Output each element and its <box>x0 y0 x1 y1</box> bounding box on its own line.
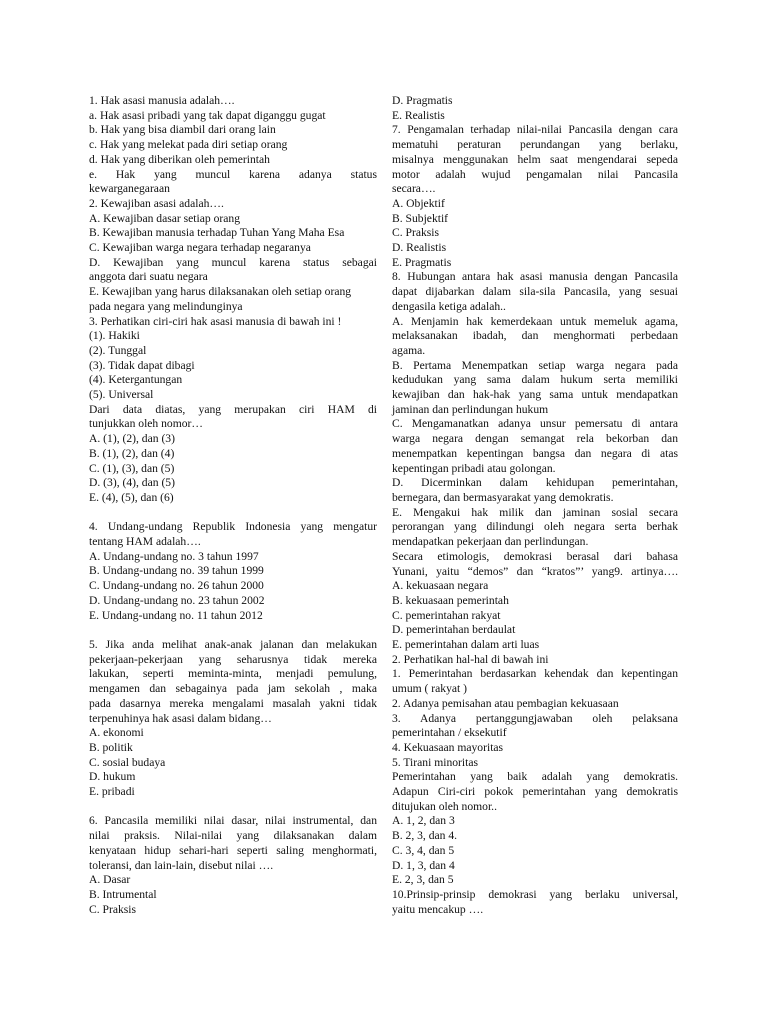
text-line: 2. Adanya pemisahan atau pembagian kekuasaan <box>392 696 619 710</box>
text-line: A. Undang-undang no. 3 tahun 1997 <box>89 549 259 563</box>
text-line: 7. Pengamalan terhadap nilai-nilai Pancasila dengan cara <box>392 123 678 137</box>
text-line: dengasila ketiga adalah.. <box>392 299 506 313</box>
text-line: 4. Kekuasaan mayoritas <box>392 740 504 754</box>
text-line: kewajiban dan hak-hak yang sama untuk mendapatkan <box>392 388 678 402</box>
text-line: B. Kewajiban manusia terhadap Tuhan Yang Maha Esa <box>89 226 345 240</box>
text-line: kewarganegaraan <box>89 182 170 196</box>
blank-line <box>89 506 377 521</box>
text-line: D. hukum <box>89 770 136 784</box>
text-line: E. pemerintahan dalam arti luas <box>392 638 540 652</box>
text-line: D. pemerintahan berdaulat <box>392 623 516 637</box>
text-line: B. Pertama Menempatkan setiap warga negara pada <box>392 358 678 372</box>
text-line: A. (1), (2), dan (3) <box>89 432 175 446</box>
text-line: C. 3, 4, dan 5 <box>392 843 455 857</box>
text-line: 2. Kewajiban asasi adalah…. <box>89 196 224 210</box>
text-line: terpenuhinya hak asasi dalam bidang… <box>89 711 272 725</box>
text-line: pada negara yang melindunginya <box>89 299 243 313</box>
text-line: dapat dijabarkan dalam sila-sila Pancasila, yang sesuai <box>392 285 678 299</box>
text-line: C. Mengamanatkan adanya unsur pemersatu di antara <box>392 417 678 431</box>
text-line: ditujukan oleh nomor.. <box>392 799 497 813</box>
text-line: agama. <box>392 343 426 357</box>
text-line: pada dasarnya mereka mengalami masalah yakni tidak <box>89 696 377 710</box>
text-line: D. 1, 3, dan 4 <box>392 858 455 872</box>
text-line: (1). Hakiki <box>89 329 140 343</box>
text-line: mengamen dan sebagainya pada jam sekolah , maka <box>89 682 377 696</box>
text-line: C. (1), (3), dan (5) <box>89 461 175 475</box>
text-line: kepentingan pribadi atau golongan. <box>392 461 556 475</box>
text-line: mendapatkan pekerjaan dan perlindungan. <box>392 535 589 549</box>
text-line: C. Praksis <box>392 226 440 240</box>
text-line: umum ( rakyat ) <box>392 682 468 696</box>
text-line: pekerjaan-pekerjaan yang seharusnya tidak mereka <box>89 652 377 666</box>
text-line: (5). Universal <box>89 388 154 402</box>
text-line: melaksanakan ibadah, dan menghormati perbedaan <box>392 329 678 343</box>
text-line: A. Objektif <box>392 196 445 210</box>
text-line: d. Hak yang diberikan oleh pemerintah <box>89 152 270 166</box>
text-line: kenyataan hidup sehari-hari seperti saling menghormati, <box>89 843 377 857</box>
text-line: B. 2, 3, dan 4. <box>392 829 458 843</box>
text-line: 6. Pancasila memiliki nilai dasar, nilai instrumental, dan <box>89 814 377 828</box>
text-line: D. Pragmatis <box>392 94 453 107</box>
text-line: C. Kewajiban warga negara terhadap negaranya <box>89 241 311 255</box>
text-line: E. Pragmatis <box>392 255 452 269</box>
text-line: C. Praksis <box>89 902 137 916</box>
text-line: e. Hak yang muncul karena adanya status <box>89 167 377 181</box>
text-line: Yunani, yaitu “demos” dan “kratos”’ yang9. artinya…. <box>392 564 678 578</box>
text-line: c. Hak yang melekat pada diri setiap orang <box>89 138 288 152</box>
text-line: 10.Prinsip-prinsip demokrasi yang berlaku universal, <box>392 887 678 901</box>
text-line: bernegara, dan bermasyarakat yang demokratis. <box>392 490 614 504</box>
text-line: E. Realistis <box>392 108 445 122</box>
text-line: E. pribadi <box>89 785 135 799</box>
text-line: E. 2, 3, dan 5 <box>392 873 454 887</box>
text-line: (4). Ketergantungan <box>89 373 183 387</box>
text-line: A. kekuasaan negara <box>392 579 489 593</box>
text-line: motor adalah wujud pengamalan nilai Pancasila <box>392 167 678 181</box>
text-line: A. Menjamin hak kemerdekaan untuk memeluk agama, <box>392 314 678 328</box>
text-line: C. sosial budaya <box>89 755 166 769</box>
text-line: 5. Tirani minoritas <box>392 755 478 769</box>
text-line: 8. Hubungan antara hak asasi manusia dengan Pancasila <box>392 270 678 284</box>
text-line: tentang HAM adalah…. <box>89 535 201 549</box>
text-line: D. (3), (4), dan (5) <box>89 476 175 490</box>
text-line: D. Undang-undang no. 23 tahun 2002 <box>89 593 265 607</box>
text-line: 4. Undang-undang Republik Indonesia yang mengatur <box>89 520 377 534</box>
text-line: B. Subjektif <box>392 211 449 225</box>
text-line: nilai praksis. Nilai-nilai yang dilaksanakan dalam <box>89 829 377 843</box>
text-line: B. politik <box>89 740 133 754</box>
blank-line <box>89 623 377 638</box>
text-line: 3. Adanya pertanggungjawaban oleh pelaksana <box>392 711 678 725</box>
text-line: secara…. <box>392 182 436 196</box>
text-line: B. Undang-undang no. 39 tahun 1999 <box>89 564 264 578</box>
text-line: misalnya menggunakan helm saat mengendarai sepeda <box>392 152 678 166</box>
text-line: 3. Perhatikan ciri-ciri hak asasi manusia di bawah ini ! <box>89 314 342 328</box>
text-line: (3). Tidak dapat dibagi <box>89 358 195 372</box>
text-line: D. Kewajiban yang muncul karena status sebagai <box>89 255 377 269</box>
text-line: (2). Tunggal <box>89 343 147 357</box>
text-line: kedudukan yang sama dalam hukum serta memiliki <box>392 373 678 387</box>
text-line: E. Kewajiban yang harus dilaksanakan oleh setiap orang <box>89 285 352 299</box>
text-line: anggota dari suatu negara <box>89 270 208 284</box>
text-line: 1. Pemerintahan berdasarkan kehendak dan kepentingan <box>392 667 678 681</box>
text-line: lakukan, seperti meminta-minta, menjadi pemulung, <box>89 667 377 681</box>
text-line: toleransi, dan lain-lain, disebut nilai …. <box>89 858 274 872</box>
text-line: 5. Jika anda melihat anak-anak jalanan dan melakukan <box>89 637 377 651</box>
text-line: yaitu mencakup …. <box>392 902 484 916</box>
text-line: B. Intrumental <box>89 887 157 901</box>
text-line: C. pemerintahan rakyat <box>392 608 501 622</box>
text-line: b. Hak yang bisa diambil dari orang lain <box>89 123 276 137</box>
text-line: A. Dasar <box>89 873 131 887</box>
text-line: Pemerintahan yang baik adalah yang demokratis. <box>392 770 678 784</box>
text-line: B. (1), (2), dan (4) <box>89 446 175 460</box>
text-line: E. Mengakui hak milik dan jaminan sosial secara <box>392 505 678 519</box>
text-line: jaminan dan perlindungan hukum <box>392 402 549 416</box>
text-line: warga negara dengan semangat rela bekorban dan <box>392 432 678 446</box>
text-line: A. ekonomi <box>89 726 144 740</box>
text-line: pemerintahan / eksekutif <box>392 726 507 740</box>
text-line: Dari data diatas, yang merupakan ciri HAM di <box>89 402 377 416</box>
text-line: 2. Perhatikan hal-hal di bawah ini <box>392 652 549 666</box>
left-column <box>89 94 377 917</box>
text-line: 1. Hak asasi manusia adalah…. <box>89 94 235 107</box>
text-line: Secara etimologis, demokrasi berasal dari bahasa <box>392 549 678 563</box>
text-line: mematuhi peraturan perundangan yang berlaku, <box>392 138 678 152</box>
text-line: a. Hak asasi pribadi yang tak dapat diganggu gugat <box>89 108 326 122</box>
text-line: B. kekuasaan pemerintah <box>392 593 509 607</box>
text-line: perorangan yang dilindungi oleh negara serta berhak <box>392 520 678 534</box>
text-line: E. Undang-undang no. 11 tahun 2012 <box>89 608 263 622</box>
text-line: menempatkan kepentingan bangsa dan negara di atas <box>392 446 678 460</box>
text-line: D. Realistis <box>392 241 447 255</box>
text-line: Adapun Ciri-ciri pokok pemerintahan yang demokratis <box>392 785 678 799</box>
text-line: E. (4), (5), dan (6) <box>89 490 174 504</box>
text-line: tunjukkan oleh nomor… <box>89 417 203 431</box>
text-line: D. Dicerminkan dalam kehidupan pemerintahan, <box>392 476 678 490</box>
text-line: C. Undang-undang no. 26 tahun 2000 <box>89 579 264 593</box>
text-line: A. Kewajiban dasar setiap orang <box>89 211 240 225</box>
blank-line <box>89 800 377 815</box>
text-line: A. 1, 2, dan 3 <box>392 814 455 828</box>
right-column <box>392 94 678 917</box>
